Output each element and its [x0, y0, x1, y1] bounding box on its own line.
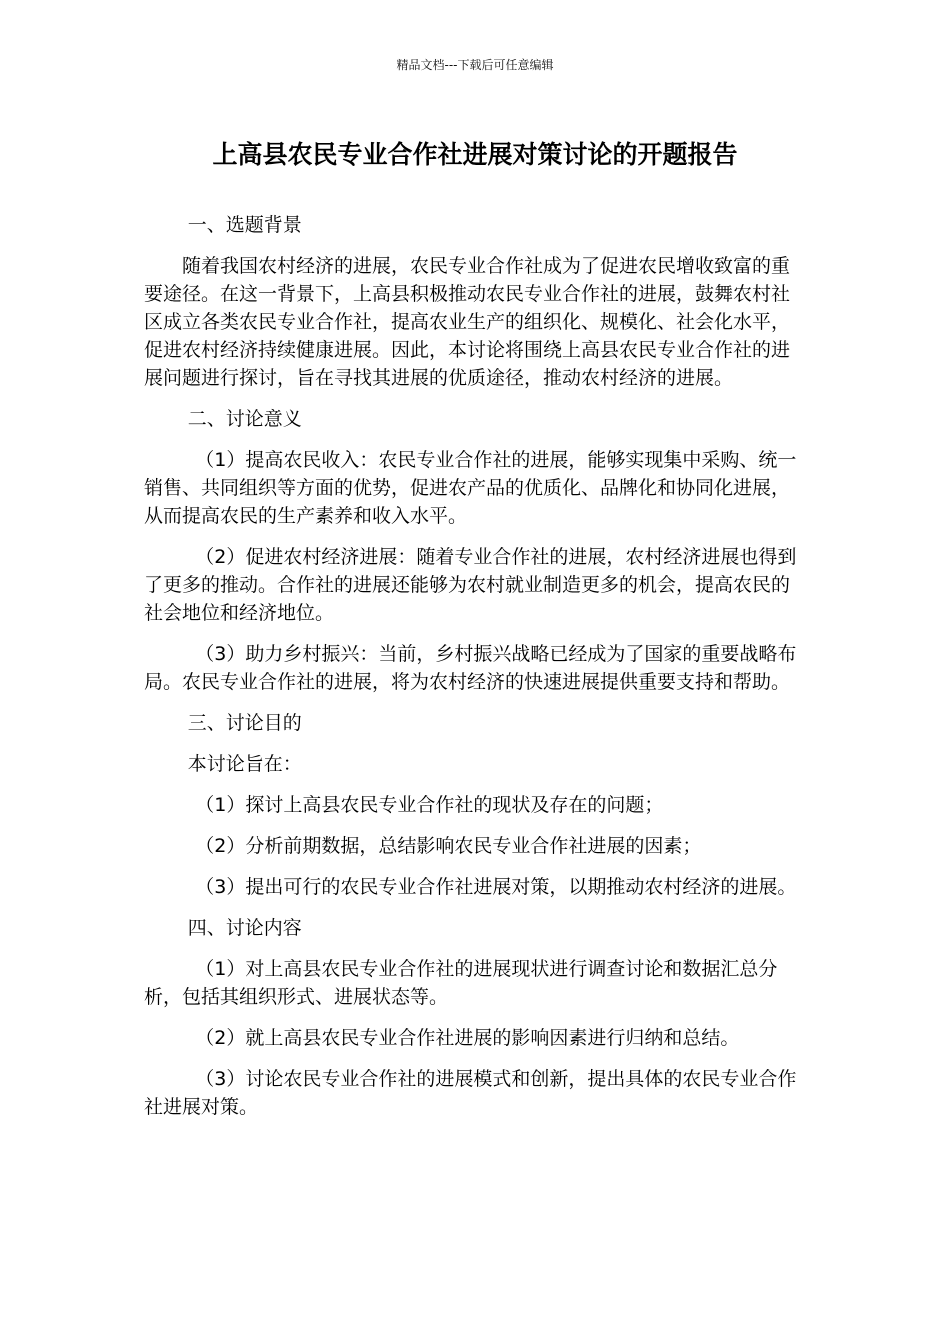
objectives-intro: 本讨论旨在： — [187, 753, 302, 775]
content-item: （2）就上高县农民专业合作社进展的影响因素进行归纳和总结。 — [195, 1027, 740, 1049]
document-title: 上高县农民专业合作社进展对策讨论的开题报告 — [212, 140, 738, 169]
background-paragraph: 随着我国农村经济的进展，农民专业合作社成为了促进农民增收致富的重要途径。在这一背景下，上高县积极推动农民专业合作社的进展，鼓舞农村社区成立各类农民专业合作社，提高农业生产的组织化、规模化、社会化水平，促进农村经济持续健康进展。因此，本讨论将围绕上高县农民专业合作社的进展问题进行探讨，旨在寻找其进展的优质途径，推动农村经济的进展。 — [144, 255, 791, 389]
section-heading-content: 四、讨论内容 — [187, 917, 302, 939]
section-heading-background: 一、选题背景 — [187, 214, 302, 236]
objectives-item: （2）分析前期数据，总结影响农民专业合作社进展的因素； — [195, 835, 702, 857]
significance-item: （3）助力乡村振兴：当前，乡村振兴战略已经成为了国家的重要战略布局。农民专业合作社的进展，将为农村经济的快速进展提供重要支持和帮助。 — [144, 643, 797, 693]
document-body — [144, 211, 806, 1134]
section-heading-significance: 二、讨论意义 — [187, 408, 302, 430]
header-note: 精品文档---下载后可任意编辑 — [396, 58, 554, 72]
objectives-item: （1）探讨上高县农民专业合作社的现状及存在的问题； — [195, 794, 664, 816]
content-item: （1）对上高县农民专业合作社的进展现状进行调查讨论和数据汇总分析，包括其组织形式、进展状态等。 — [144, 958, 778, 1008]
content-item: （3）讨论农民专业合作社的进展模式和创新，提出具体的农民专业合作社进展对策。 — [144, 1068, 797, 1118]
significance-item: （2）促进农村经济进展：随着专业合作社的进展，农村经济进展也得到了更多的推动。合作社的进展还能够为农村就业制造更多的机会，提高农民的社会地位和经济地位。 — [144, 546, 797, 624]
objectives-item: （3）提出可行的农民专业合作社进展对策，以期推动农村经济的进展。 — [195, 876, 797, 898]
significance-item: （1）提高农民收入：农民专业合作社的进展，能够实现集中采购、统一销售、共同组织等方面的优势，促进农产品的优质化、品牌化和协同化进展，从而提高农民的生产素养和收入水平。 — [144, 449, 797, 527]
section-heading-objectives: 三、讨论目的 — [187, 712, 302, 734]
